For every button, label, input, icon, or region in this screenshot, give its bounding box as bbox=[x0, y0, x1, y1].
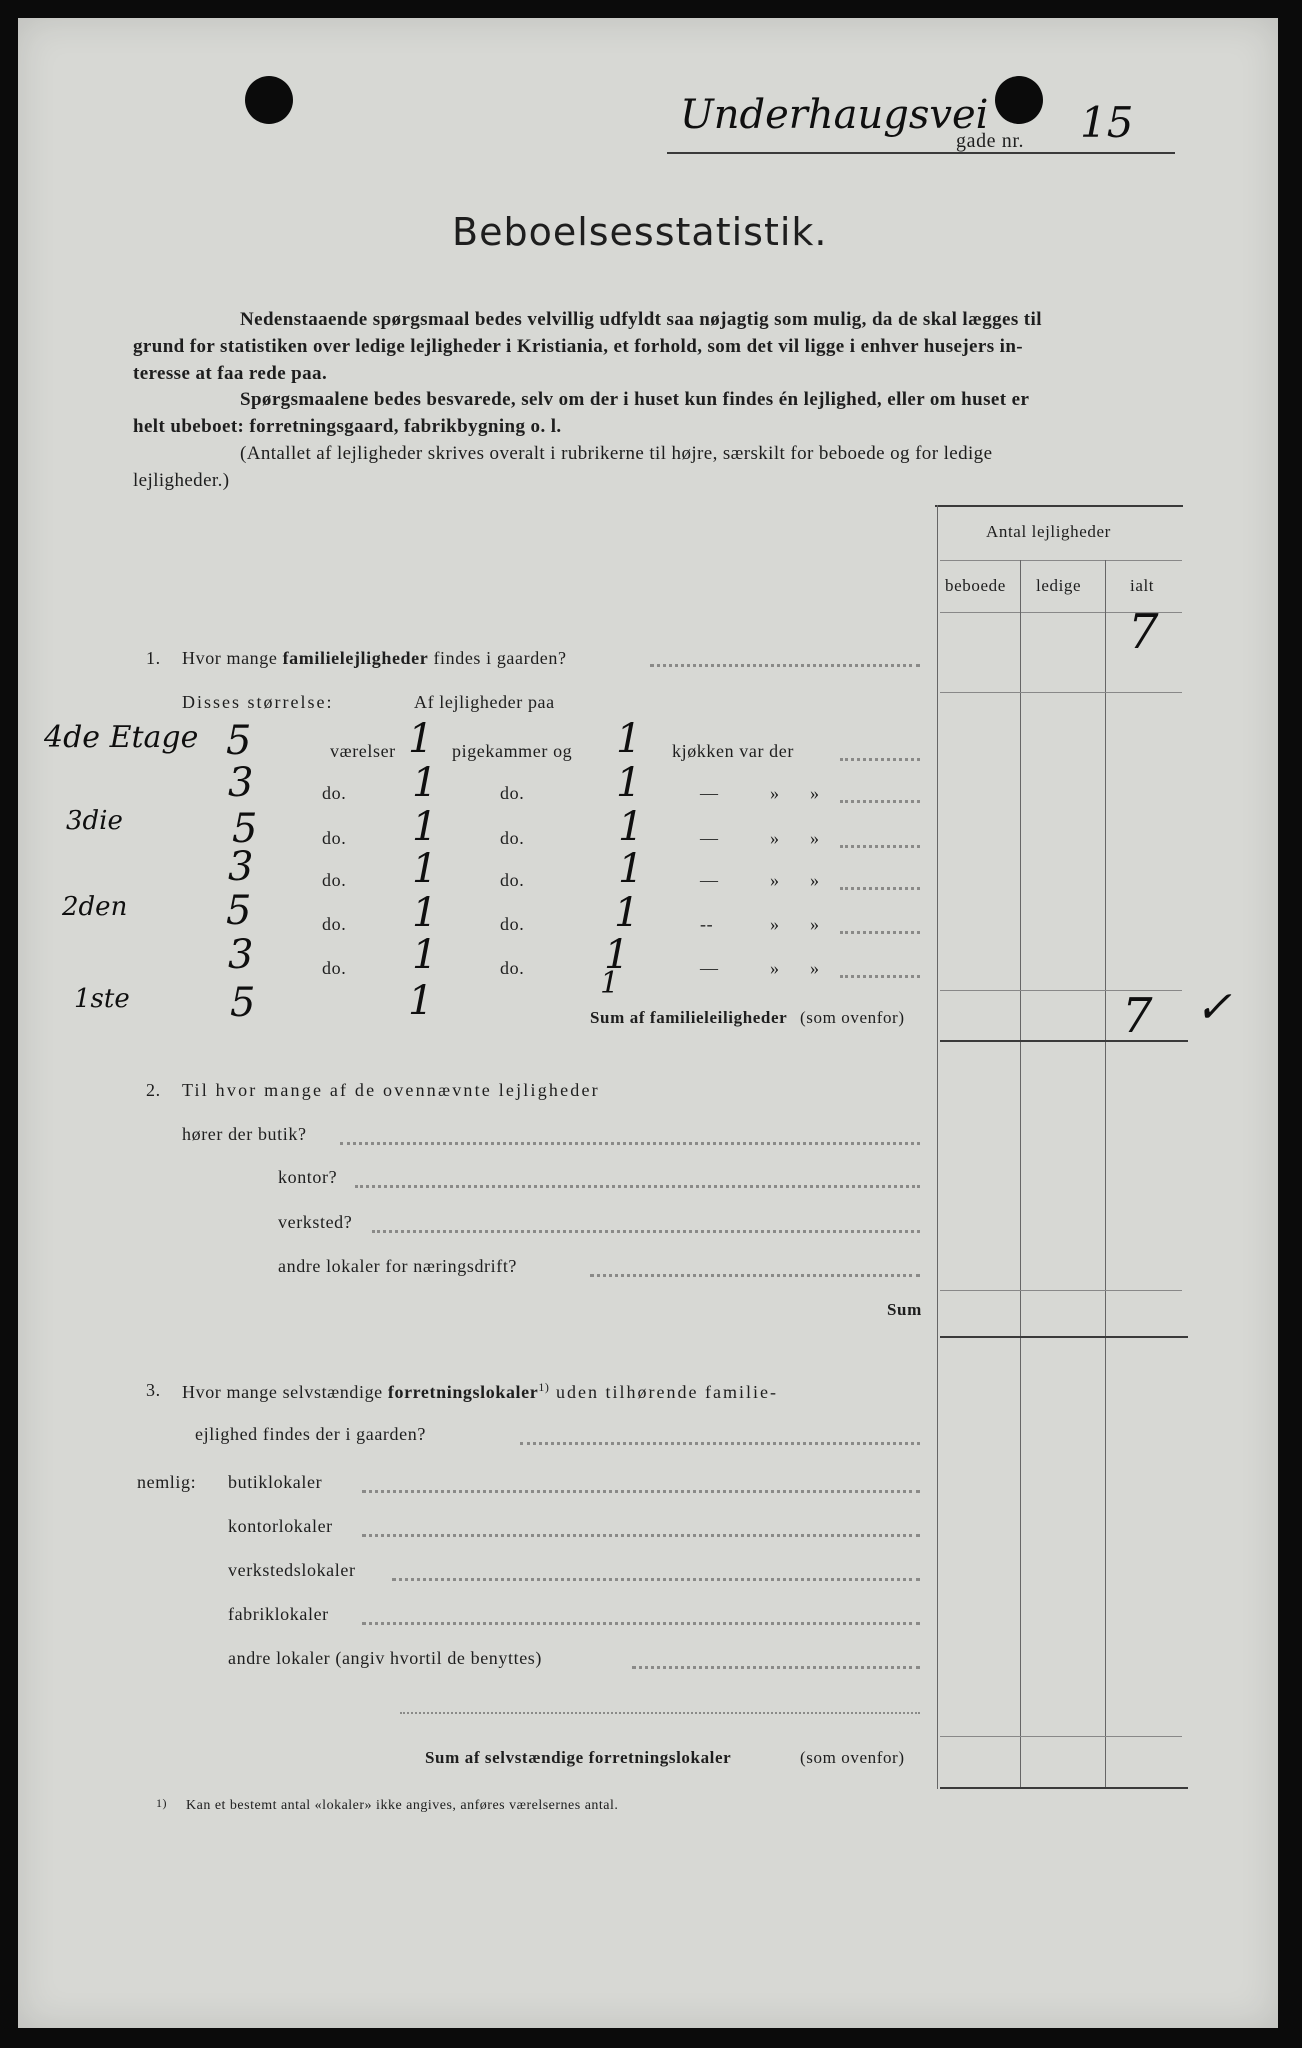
page-title: Beboelsesstatistik. bbox=[452, 210, 828, 254]
table-top-rule bbox=[935, 505, 1183, 507]
size-row-7-rooms: 5 bbox=[230, 980, 256, 1026]
footnote-mark: 1) bbox=[156, 1796, 167, 1810]
size-row-3-ditto: » bbox=[770, 828, 780, 848]
q1-question bbox=[182, 648, 567, 669]
table-col-divider-1 bbox=[1020, 560, 1021, 1789]
size-row-5-do-2: do. bbox=[500, 914, 525, 934]
size-row-5-pige: 1 bbox=[412, 890, 438, 936]
size-row-4-do-1: do. bbox=[322, 870, 347, 890]
q1-ialt-value: 7 bbox=[1128, 604, 1159, 660]
margin-note-floor-4: 4de Etage bbox=[44, 720, 199, 755]
q3-text-b: uden tilhørende familie- bbox=[549, 1382, 778, 1402]
street-name-handwritten: Underhaugsvei bbox=[680, 92, 989, 138]
q3-item-fabriklokaler: fabriklokaler bbox=[228, 1604, 329, 1624]
size-row-4-kjokken: 1 bbox=[618, 846, 644, 892]
size-row-6-dash: — bbox=[700, 958, 719, 978]
punch-hole-right bbox=[995, 76, 1043, 124]
size-row-2-pige: 1 bbox=[412, 760, 438, 806]
size-row-2-do-1: do. bbox=[322, 783, 347, 803]
size-row-1-vaerelser: værelser bbox=[330, 741, 396, 761]
intro-line-6: (Antallet af lejligheder skrives overalt i rubrikerne til højre, særskilt for beboede og for ledige bbox=[240, 443, 993, 464]
size-row-1-dots bbox=[840, 758, 920, 761]
q3-question-line-2: ejlighed findes der i gaarden? bbox=[195, 1424, 426, 1444]
size-row-2-ditto-b: » bbox=[810, 783, 820, 803]
size-row-5-kjokken: 1 bbox=[614, 890, 640, 936]
gade-nr-label: gade nr. bbox=[956, 130, 1025, 152]
q3-item-andre: andre lokaler (angiv hvortil de benyttes) bbox=[228, 1648, 542, 1668]
q2-kontor: kontor? bbox=[278, 1167, 338, 1187]
size-row-2-ditto: » bbox=[770, 783, 780, 803]
size-row-4-ditto-b: » bbox=[810, 870, 820, 890]
q2-number: 2. bbox=[146, 1080, 161, 1100]
q3-footnote-mark: 1) bbox=[538, 1380, 550, 1394]
q2-butik: hører der butik? bbox=[182, 1124, 307, 1144]
q3-item-kontorlokaler: kontorlokaler bbox=[228, 1516, 333, 1536]
size-row-6-kjokken: 1 bbox=[604, 932, 630, 978]
size-row-5-ditto-dash: -- bbox=[700, 914, 714, 934]
size-row-4-pige: 1 bbox=[412, 846, 438, 892]
size-row-3-do-2: do. bbox=[500, 828, 525, 848]
table-row-rule-sum3-top bbox=[940, 1736, 1182, 1737]
size-row-2-dots bbox=[840, 800, 920, 803]
size-row-3-ditto-b: » bbox=[810, 828, 820, 848]
size-row-6-pige: 1 bbox=[412, 932, 438, 978]
size-row-6-ditto-b: » bbox=[810, 958, 820, 978]
intro-line-4: Spørgsmaalene bedes besvarede, selv om der i huset kun findes én lejlighed, eller om huset er bbox=[240, 389, 1030, 410]
size-row-3-do-1: do. bbox=[322, 828, 347, 848]
q3-nemlig: nemlig: bbox=[137, 1472, 197, 1492]
q2-andre: andre lokaler for næringsdrift? bbox=[278, 1256, 518, 1276]
size-row-5-rooms: 5 bbox=[226, 888, 252, 934]
table-row-rule-q2-top bbox=[940, 1290, 1182, 1291]
size-row-3-kjokken: 1 bbox=[618, 804, 644, 850]
q3-item-butiklokaler: butiklokaler bbox=[228, 1472, 323, 1492]
q3-item-1-dots bbox=[362, 1490, 920, 1493]
size-row-1-rooms: 5 bbox=[226, 718, 252, 764]
q3-line2-dots bbox=[520, 1442, 920, 1445]
margin-note-floor-3: 3die bbox=[66, 806, 123, 836]
q3-text-bold: forretningslokaler bbox=[387, 1382, 539, 1402]
size-row-2-kjokken: 1 bbox=[616, 760, 642, 806]
size-row-4-dots bbox=[840, 887, 920, 890]
q3-item-3-dots bbox=[392, 1578, 920, 1581]
intro-line-5: helt ubeboet: forretningsgaard, fabrikbygning o. l. bbox=[133, 416, 562, 437]
house-number-handwritten: 15 bbox=[1080, 98, 1134, 147]
size-row-2-do-2: do. bbox=[500, 783, 525, 803]
table-row-rule-sum2-bottom bbox=[940, 1336, 1188, 1338]
q1-sum-paren: (som ovenfor) bbox=[800, 1008, 905, 1027]
q1-text-bold: familielejligheder bbox=[282, 648, 429, 668]
margin-note-floor-1: 1ste bbox=[74, 984, 130, 1014]
q1-checkmark: ✓ bbox=[1195, 982, 1232, 1033]
q1-sizes-intro-a: Disses størrelse: bbox=[182, 692, 334, 712]
q1-text-a: Hvor mange bbox=[182, 648, 283, 668]
size-row-2-dash: — bbox=[700, 783, 719, 803]
size-row-4-dash: — bbox=[700, 870, 719, 890]
size-row-6-dots bbox=[840, 975, 920, 978]
size-row-6-do-1: do. bbox=[322, 958, 347, 978]
col-ialt-header: ialt bbox=[1130, 576, 1155, 595]
size-row-4-ditto: » bbox=[770, 870, 780, 890]
q2-andre-dots bbox=[590, 1274, 920, 1277]
table-left-border bbox=[937, 505, 938, 1789]
size-row-5-ditto-b: » bbox=[810, 914, 820, 934]
size-row-3-dash: — bbox=[700, 828, 719, 848]
q1-sum-ialt-value: 7 bbox=[1122, 988, 1153, 1044]
size-row-7-pige: 1 bbox=[408, 978, 434, 1024]
size-row-5-do-1: do. bbox=[322, 914, 347, 934]
q3-sum-paren: (som ovenfor) bbox=[800, 1748, 905, 1767]
q3-item-5-dots bbox=[632, 1666, 920, 1669]
size-row-1-pigekammer: pigekammer og bbox=[452, 741, 573, 761]
intro-line-2: grund for statistiken over ledige lejligheder i Kristiania, et forhold, som det vil ligge i enhver husejers in- bbox=[133, 336, 1024, 357]
q1-text-b: findes i gaarden? bbox=[428, 648, 567, 668]
punch-hole-left bbox=[245, 76, 293, 124]
q3-sum-label: Sum af selvstændige forretningslokaler bbox=[425, 1748, 732, 1767]
size-row-1-kjokken: 1 bbox=[616, 716, 642, 762]
col-beboede-header: beboede bbox=[945, 576, 1006, 595]
size-row-1-kjokken-label: kjøkken var der bbox=[672, 741, 794, 761]
q2-verksted-dots bbox=[372, 1230, 920, 1233]
size-row-3-pige: 1 bbox=[412, 804, 438, 850]
q1-leader-dots bbox=[650, 664, 920, 667]
q1-sum-label: Sum af familieleiligheder bbox=[590, 1008, 788, 1027]
size-row-4-rooms: 3 bbox=[228, 844, 254, 890]
intro-line-7: lejligheder.) bbox=[133, 470, 230, 491]
table-col-divider-2 bbox=[1105, 560, 1106, 1789]
size-row-1-pige: 1 bbox=[408, 716, 434, 762]
q1-sizes-intro-b: Af lejligheder paa bbox=[414, 692, 555, 712]
q2-sum-label: Sum bbox=[887, 1300, 922, 1319]
street-underline bbox=[667, 152, 1175, 154]
col-ledige-header: ledige bbox=[1036, 576, 1082, 595]
size-row-5-dots bbox=[840, 931, 920, 934]
q3-item-2-dots bbox=[362, 1534, 920, 1537]
size-row-5-ditto: » bbox=[770, 914, 780, 934]
size-row-3-rooms: 5 bbox=[232, 806, 258, 852]
q2-butik-dots bbox=[340, 1142, 920, 1145]
size-row-6-ditto: » bbox=[770, 958, 780, 978]
size-row-2-rooms: 3 bbox=[228, 760, 254, 806]
q3-extra-dots-1 bbox=[400, 1712, 920, 1714]
size-row-6-rooms: 3 bbox=[228, 932, 254, 978]
q2-question: Til hvor mange af de ovennævnte lejligheder bbox=[182, 1080, 600, 1100]
q1-number: 1. bbox=[146, 648, 161, 668]
q3-item-4-dots bbox=[362, 1622, 920, 1625]
size-row-7-kjokken: 1 bbox=[600, 966, 620, 1001]
q2-kontor-dots bbox=[355, 1185, 920, 1188]
footnote-text: Kan et bestemt antal «lokaler» ikke angives, anføres værelsernes antal. bbox=[186, 1798, 619, 1813]
table-header-title: Antal lejligheder bbox=[986, 522, 1111, 541]
size-row-6-do-2: do. bbox=[500, 958, 525, 978]
table-row-rule-sum3-bottom bbox=[940, 1787, 1188, 1789]
margin-note-floor-2: 2den bbox=[62, 892, 128, 922]
size-row-3-dots bbox=[840, 845, 920, 848]
intro-line-1: Nedenstaaende spørgsmaal bedes velvillig udfyldt saa nøjagtig som mulig, da de skal lægges til bbox=[240, 309, 1042, 330]
q3-text-a: Hvor mange selvstændige bbox=[182, 1382, 388, 1402]
q3-number: 3. bbox=[146, 1380, 161, 1400]
table-header-rule bbox=[940, 560, 1182, 561]
q3-question bbox=[182, 1380, 778, 1403]
intro-line-3: teresse at faa rede paa. bbox=[133, 363, 328, 384]
table-row-rule-q1 bbox=[940, 692, 1182, 693]
q2-verksted: verksted? bbox=[278, 1212, 353, 1232]
q3-item-verkstedslokaler: verkstedslokaler bbox=[228, 1560, 356, 1580]
size-row-4-do-2: do. bbox=[500, 870, 525, 890]
